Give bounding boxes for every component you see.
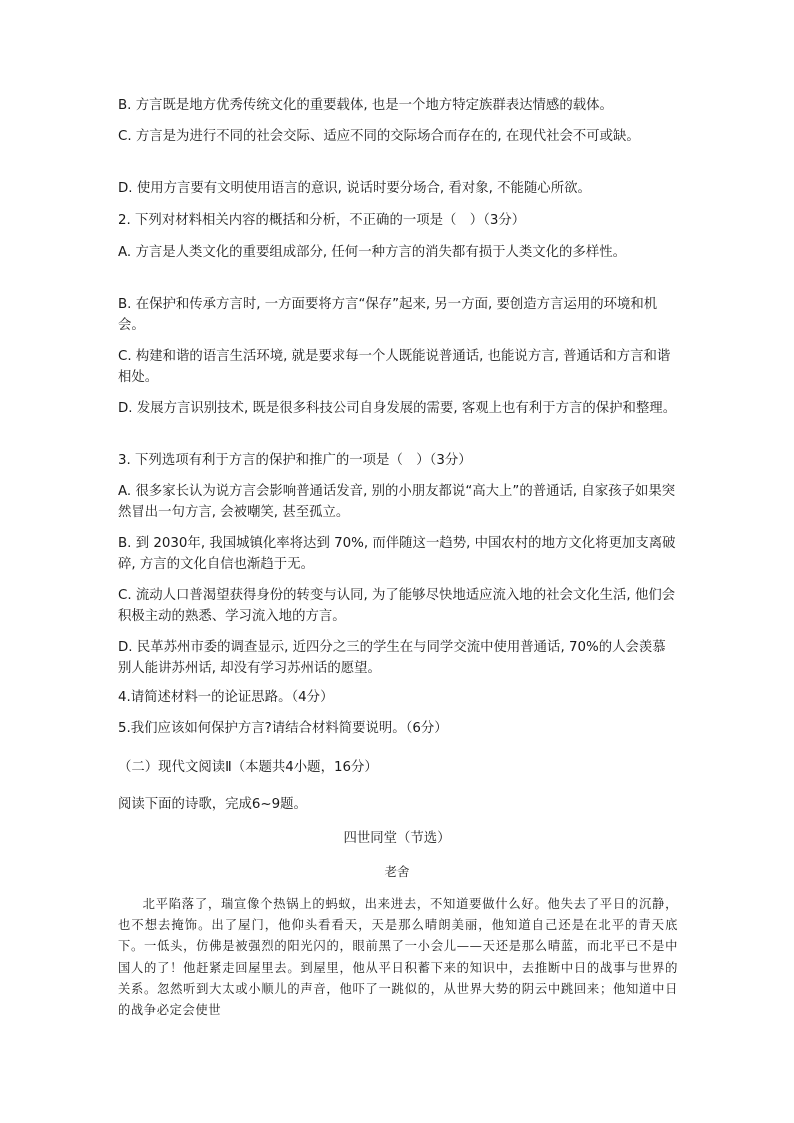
q1-option-b: B. 方言既是地方优秀传统文化的重要载体, 也是一个地方特定族群表达情感的载体。 <box>118 98 613 113</box>
q1-option-d: D. 使用方言要有文明使用语言的意识, 说话时要分场合, 看对象, 不能随心所欲。 <box>118 181 591 196</box>
q1-option-c: C. 方言是为进行不同的社会交际、适应不同的交际场合而存在的, 在现代社会不可或缺。 <box>118 129 640 144</box>
q3-stem: 3. 下列选项有利于方言的保护和推广的一项是（ ）（3分） <box>118 453 472 468</box>
passage-title: 四世同堂（节选） <box>343 831 451 846</box>
q3-option-b: B. 到 2030年, 我国城镇化率将达到 70%, 而伴随这一趋势, 中国农村的地方文化将更加支离破碎, 方言的文化自信也渐趋于无。 <box>118 536 676 572</box>
q3-option-c: C. 流动人口普渴望获得身份的转变与认同, 为了能够尽快地适应流入地的社会文化生活, 他们会积极主动的熟悉、学习流入地的方言。 <box>118 588 676 624</box>
section-heading: （二）现代文阅读Ⅱ（本题共4小题，16分） <box>118 760 378 775</box>
q2-option-c: C. 构建和谐的语言生活环境, 就是要求每一个人既能说普通话, 也能说方言, 普通话和方言和谐相处。 <box>118 349 671 385</box>
section-instruction: 阅读下面的诗歌，完成6~9题。 <box>118 797 307 812</box>
q2-option-b: B. 在保护和传承方言时, 一方面要将方言“保存”起来, 另一方面, 要创造方言运用的环境和机会。 <box>118 297 658 333</box>
q2-option-d: D. 发展方言识别技术, 既是很多科技公司自身发展的需要, 客观上也有利于方言的保护和整理。 <box>118 401 677 416</box>
q3-option-d: D. 民革苏州市委的调查显示, 近四分之三的学生在与同学交流中使用普通话, 70%的人会羡慕别人能讲苏州话, 却没有学习苏州话的愿望。 <box>118 640 666 676</box>
passage-body: 北平陷落了，瑞宣像个热锅上的蚂蚁，出来进去，不知道要做什么好。他失去了平日的沉静，也不想去掩饰。出了屋门，他仰头看看天，天是那么晴朗美丽，他知道自己还是在北平的青天底下。一低头，仿佛是被强烈的阳光闪的，眼前黑了一小会儿——天还是那么晴蓝，而北平已不是中国人的了！他赶紧走回屋里去。到屋里，他从平日积蓄下来的知识中，去推断中日的战事与世界的关系。忽然听到大太或小顺儿的声音，他吓了一跳似的，从世界大势的阴云中跳回来；他知道中日的战争必定会使世 <box>118 897 678 1018</box>
q2-stem: 2. 下列对材料相关内容的概括和分析，不正确的一项是（ ）（3分） <box>118 213 526 228</box>
q4-stem: 4.请简述材料一的论证思路。（4分） <box>118 690 334 705</box>
q3-option-a: A. 很多家长认为说方言会影响普通话发音, 别的小朋友都说“高大上”的普通话, 自家孩子如果突然冒出一句方言, 会被嘲笑, 甚至孤立。 <box>118 484 676 520</box>
q2-option-a: A. 方言是人类文化的重要组成部分, 任何一种方言的消失都有损于人类文化的多样性。 <box>118 245 627 260</box>
passage-author: 老舍 <box>384 864 410 879</box>
q5-stem: 5.我们应该如何保护方言?请结合材料简要说明。（6分） <box>118 721 448 736</box>
